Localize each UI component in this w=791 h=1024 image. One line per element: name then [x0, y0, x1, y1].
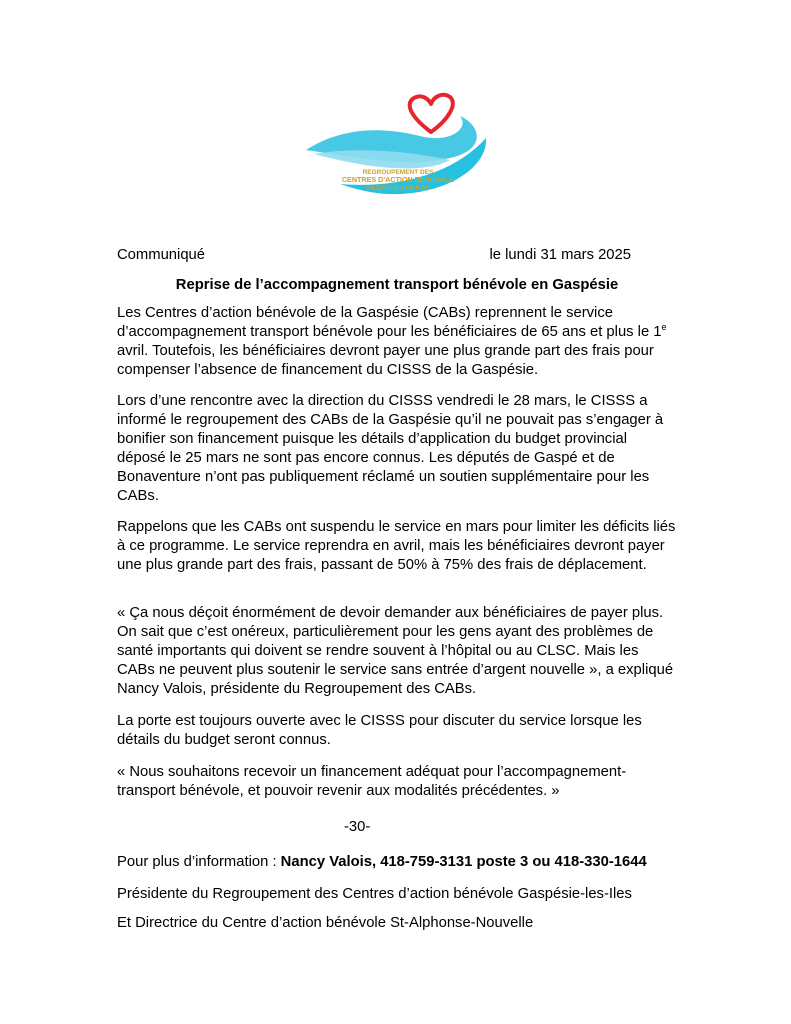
- svg-text:REGROUPEMENT DES: REGROUPEMENT DES: [362, 169, 434, 176]
- svg-text:GASPÉSIE-LES ILES: GASPÉSIE-LES ILES: [365, 185, 431, 192]
- contact-role-2: Et Directrice du Centre d’action bénévole St-Alphonse-Nouvelle: [117, 915, 534, 931]
- contact-line: [117, 853, 697, 872]
- release-date: le lundi 31 mars 2025: [489, 247, 631, 263]
- paragraph-3: Rappelons que les CABs ont suspendu le service en mars pour limiter les déficits liés à ce programme. Le service reprendra en avril, mais les bénéficiaires devront payer une plus grande part des frais, passant de 50% à 75% des frais de déplacement.: [117, 519, 676, 573]
- heart-icon: [410, 95, 453, 132]
- document-type: Communiqué: [117, 247, 206, 263]
- contact-role-1: Présidente du Regroupement des Centres d’action bénévole Gaspésie-les-Iles: [117, 886, 632, 902]
- paragraph-1: Les Centres d’action bénévole de la Gaspésie (CABs) reprennent le service d’accompagnement transport bénévole pour les bénéficiaires de 65 ans et plus le 1e avril. Toutefois, les bénéficiaires devront payer une plus grande part des frais pour compenser l’absence de financement du CISSS de la Gaspésie.: [117, 305, 667, 378]
- paragraph-2: Lors d’une rencontre avec la direction du CISSS vendredi le 28 mars, le CISSS a informé le regroupement des CABs de la Gaspésie qu’il ne pouvait pas s’engager à bonifier son financement puisque les détails d’application du budget provincial déposé le 25 mars ne sont pas encore connus. Les députés de Gaspé et de Bonaventure n’ont pas publiquement réclamé un soutien supplémentaire pour les CABs.: [117, 393, 664, 504]
- paragraph-6: « Nous souhaitons recevoir un financement adéquat pour l’accompagnement-transport bénévole, et pouvoir revenir aux modalités précédentes. »: [117, 764, 627, 799]
- organization-logo: [300, 88, 492, 200]
- header-row: [117, 246, 631, 265]
- paragraph-4: « Ça nous déçoit énormément de devoir demander aux bénéficiaires de payer plus. On sait que c’est onéreux, particulièrement pour les gens ayant des problèmes de santé importants qui doivent se rendre souvent à l’hôpital ou au CLSC. Mais les CABs ne peuvent plus soutenir le service sans entrée d’argent nouvelle », a expliqué Nancy Valois, présidente du Regroupement des CABs.: [117, 605, 674, 697]
- document-title: Reprise de l’accompagnement transport bénévole en Gaspésie: [175, 277, 619, 293]
- svg-text:CENTRES D'ACTION BÉNÉVOLE: CENTRES D'ACTION BÉNÉVOLE: [341, 175, 455, 184]
- end-mark: -30-: [344, 819, 371, 835]
- contact-details: Nancy Valois, 418-759-3131 poste 3 ou 418-330-1644: [280, 854, 647, 870]
- contact-label: Pour plus d’information :: [117, 854, 281, 870]
- paragraph-5: La porte est toujours ouverte avec le CISSS pour discuter du service lorsque les détails du budget seront connus.: [117, 713, 642, 748]
